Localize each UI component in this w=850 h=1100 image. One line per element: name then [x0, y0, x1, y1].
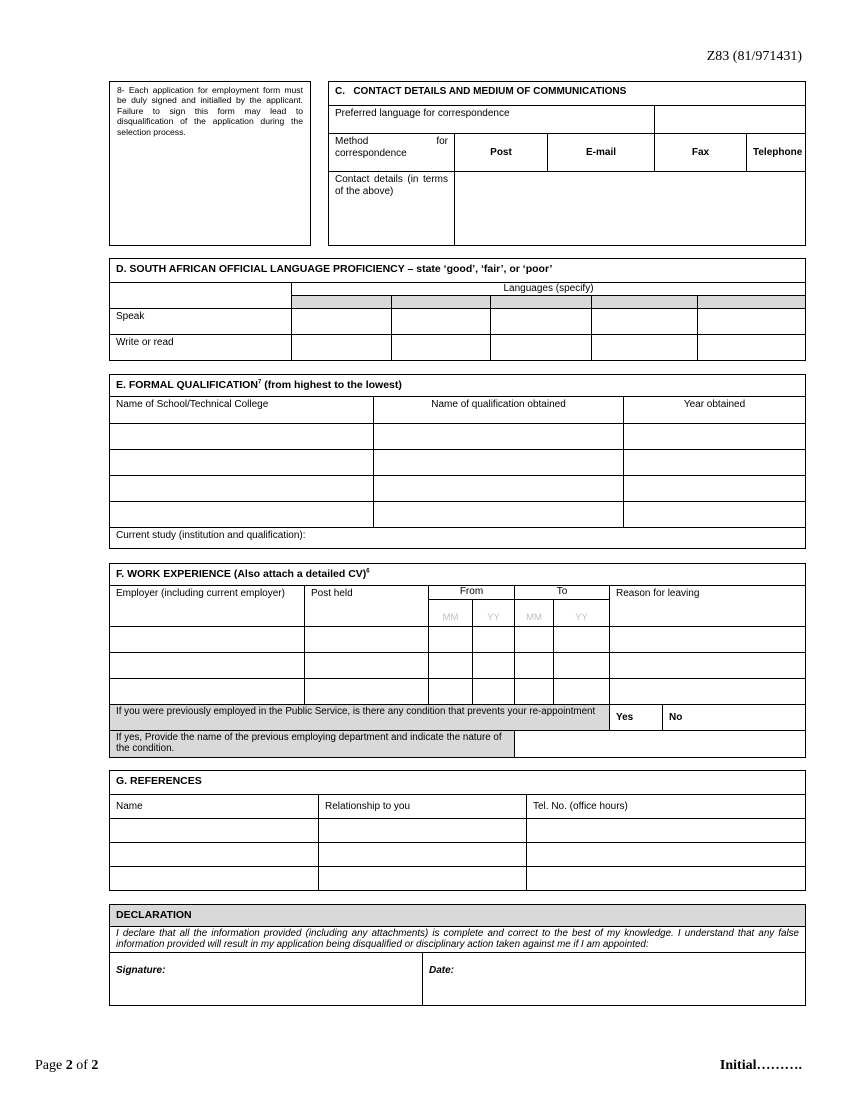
- contact-details-field[interactable]: [455, 172, 806, 246]
- work-cell[interactable]: [305, 627, 429, 653]
- work-cell[interactable]: [473, 627, 515, 653]
- ref-relationship-column-header: Relationship to you: [319, 795, 527, 819]
- previous-department-field[interactable]: [515, 731, 806, 758]
- section-d-title: D. SOUTH AFRICAN OFFICIAL LANGUAGE PROFICIENCY – state ‘good’, ‘fair’, or ‘poor’: [110, 259, 806, 283]
- contact-details-label: Contact details (in terms of the above): [329, 172, 455, 246]
- section-g-title: G. REFERENCES: [110, 771, 806, 795]
- work-cell[interactable]: [610, 627, 806, 653]
- qualification-cell[interactable]: [110, 476, 374, 502]
- work-cell[interactable]: [429, 653, 473, 679]
- date-field[interactable]: Date:: [423, 953, 806, 1006]
- language-4-field[interactable]: [592, 296, 698, 309]
- section-f-title: F. WORK EXPERIENCE (Also attach a detailed CV)$^6$: [110, 564, 806, 586]
- from-column-header: From: [429, 586, 515, 600]
- language-3-field[interactable]: [491, 296, 592, 309]
- languages-header: Languages (specify): [292, 283, 806, 296]
- work-cell[interactable]: [610, 679, 806, 705]
- work-cell[interactable]: [110, 653, 305, 679]
- work-cell[interactable]: [473, 653, 515, 679]
- qualification-cell[interactable]: [374, 424, 624, 450]
- section-c-contact: [328, 81, 805, 246]
- work-cell[interactable]: [305, 679, 429, 705]
- qualification-cell[interactable]: [624, 424, 806, 450]
- language-2-field[interactable]: [392, 296, 491, 309]
- reappointment-question: If you were previously employed in the Public Service, is there any condition that prevents your re-appointment: [110, 705, 610, 731]
- work-cell[interactable]: [554, 627, 610, 653]
- reference-cell[interactable]: [110, 819, 319, 843]
- qualification-cell[interactable]: [110, 424, 374, 450]
- language-5-field[interactable]: [698, 296, 806, 309]
- reason-column-header: Reason for leaving: [610, 586, 806, 627]
- section-d-language: [109, 258, 805, 361]
- work-cell[interactable]: [110, 679, 305, 705]
- work-cell[interactable]: [515, 653, 554, 679]
- method-telephone-option[interactable]: Telephone: [747, 134, 806, 172]
- work-cell[interactable]: [515, 627, 554, 653]
- work-cell[interactable]: [554, 653, 610, 679]
- method-fax-option[interactable]: Fax: [655, 134, 747, 172]
- work-cell[interactable]: [473, 679, 515, 705]
- employer-column-header: Employer (including current employer): [110, 586, 305, 627]
- blank-cell: [110, 283, 292, 309]
- write-cell[interactable]: [698, 335, 806, 361]
- reference-cell[interactable]: [527, 819, 806, 843]
- write-cell[interactable]: [392, 335, 491, 361]
- to-column-header: To: [515, 586, 610, 600]
- year-column-header: Year obtained: [624, 397, 806, 424]
- declaration-text: I declare that all the information provided (including any attachments) is complete and correct to the best of my knowledge. I understand that any false information provided will result in my application being disqualified or disciplinary action taken against me if I am appointed:: [110, 927, 806, 953]
- reappointment-no-option[interactable]: No: [663, 705, 806, 731]
- reference-cell[interactable]: [527, 867, 806, 891]
- work-cell[interactable]: [110, 627, 305, 653]
- language-1-field[interactable]: [292, 296, 392, 309]
- to-month-label: MM: [515, 600, 554, 627]
- work-cell[interactable]: [305, 653, 429, 679]
- qualification-column-header: Name of qualification obtained: [374, 397, 624, 424]
- ref-tel-column-header: Tel. No. (office hours): [527, 795, 806, 819]
- reappointment-yes-option[interactable]: Yes: [610, 705, 663, 731]
- qualification-cell[interactable]: [624, 502, 806, 528]
- page-number: Page 2 of 2: [35, 1058, 99, 1073]
- reference-cell[interactable]: [319, 867, 527, 891]
- speak-cell[interactable]: [292, 309, 392, 335]
- declaration-title: DECLARATION: [110, 905, 806, 927]
- section-g-references: [109, 770, 805, 891]
- post-column-header: Post held: [305, 586, 429, 627]
- work-cell[interactable]: [610, 653, 806, 679]
- signing-note: 8- Each application for employment form must be duly signed and initialled by the applicant. Failure to sign this form may lead to disqualification of the application during the selection process.: [109, 81, 311, 246]
- write-cell[interactable]: [491, 335, 592, 361]
- to-year-label: YY: [554, 600, 610, 627]
- form-code: Z83 (81/971431): [706, 49, 802, 64]
- preferred-language-label: Preferred language for correspondence: [329, 106, 655, 134]
- qualification-cell[interactable]: [374, 476, 624, 502]
- speak-label: Speak: [110, 309, 292, 335]
- speak-cell[interactable]: [491, 309, 592, 335]
- section-e-qualifications: [109, 374, 805, 549]
- section-e-title: E. FORMAL QUALIFICATION$^7$ (from highest to the lowest): [110, 375, 806, 397]
- reference-cell[interactable]: [527, 843, 806, 867]
- previous-department-label: If yes, Provide the name of the previous employing department and indicate the nature of the condition.: [110, 731, 515, 758]
- write-cell[interactable]: [292, 335, 392, 361]
- initial-field[interactable]: Initial……….: [719, 1058, 802, 1073]
- work-cell[interactable]: [515, 679, 554, 705]
- work-cell[interactable]: [554, 679, 610, 705]
- method-label: Method for correspondence: [329, 134, 455, 172]
- qualification-cell[interactable]: [110, 450, 374, 476]
- speak-cell[interactable]: [592, 309, 698, 335]
- speak-cell[interactable]: [392, 309, 491, 335]
- reference-cell[interactable]: [319, 843, 527, 867]
- declaration-section: [109, 904, 805, 1006]
- work-cell[interactable]: [429, 627, 473, 653]
- qualification-cell[interactable]: [374, 502, 624, 528]
- reference-cell[interactable]: [319, 819, 527, 843]
- signature-field[interactable]: Signature:: [110, 953, 423, 1006]
- section-f-work-experience: [109, 563, 805, 758]
- qualification-cell[interactable]: [624, 476, 806, 502]
- from-year-label: YY: [473, 600, 515, 627]
- reference-cell[interactable]: [110, 867, 319, 891]
- current-study-field[interactable]: Current study (institution and qualification):: [110, 528, 806, 549]
- work-cell[interactable]: [429, 679, 473, 705]
- speak-cell[interactable]: [698, 309, 806, 335]
- write-cell[interactable]: [592, 335, 698, 361]
- qualification-cell[interactable]: [110, 502, 374, 528]
- reference-cell[interactable]: [110, 843, 319, 867]
- qualification-cell[interactable]: [624, 450, 806, 476]
- qualification-cell[interactable]: [374, 450, 624, 476]
- method-email-option[interactable]: E-mail: [548, 134, 655, 172]
- section-c-title: C. CONTACT DETAILS AND MEDIUM OF COMMUNICATIONS: [329, 82, 806, 106]
- school-column-header: Name of School/Technical College: [110, 397, 374, 424]
- write-read-label: Write or read: [110, 335, 292, 361]
- preferred-language-field[interactable]: [655, 106, 806, 134]
- from-month-label: MM: [429, 600, 473, 627]
- ref-name-column-header: Name: [110, 795, 319, 819]
- method-post-option[interactable]: Post: [455, 134, 548, 172]
